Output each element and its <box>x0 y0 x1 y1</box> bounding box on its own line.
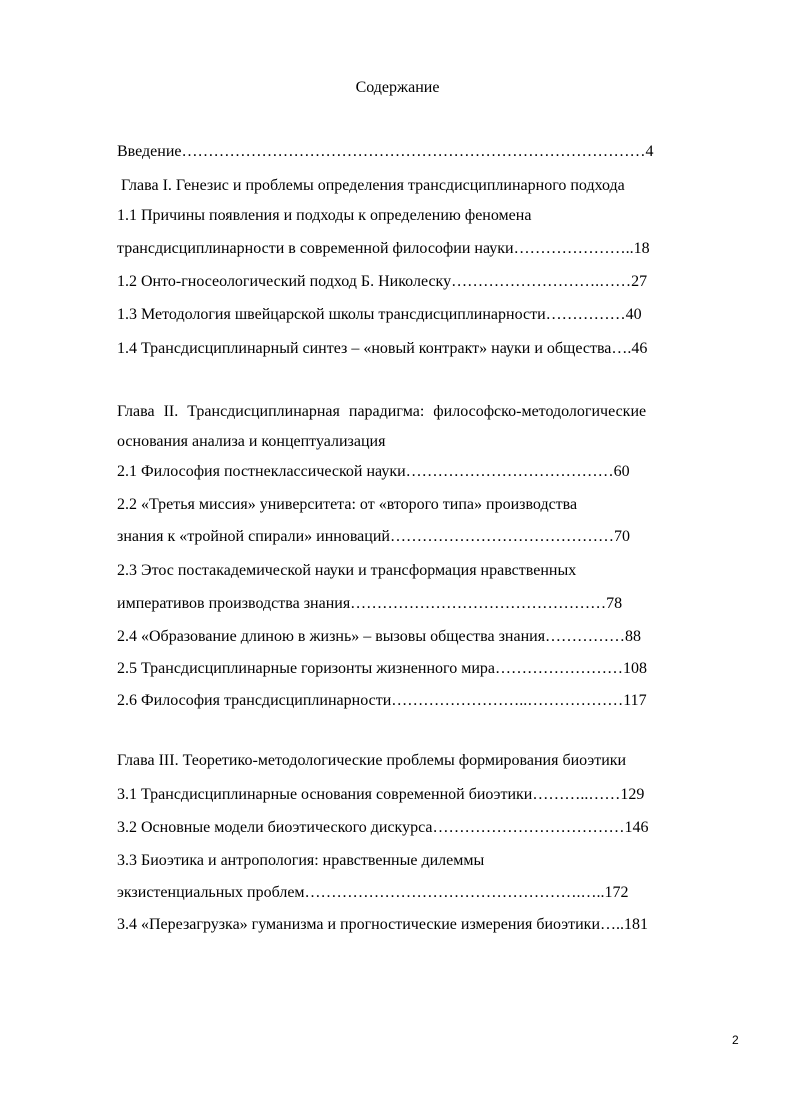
toc-chapter-1-heading: Глава I. Генезис и проблемы определения трансдисциплинарного подхода <box>121 177 625 194</box>
page-number: 2 <box>732 1033 739 1047</box>
toc-entry-2-3-line1: 2.3 Этос постакадемической науки и трансформация нравственных <box>117 562 577 579</box>
toc-entry-2-4: 2.4 «Образование длиною в жизнь» – вызовы общества знания……………88 <box>117 628 642 645</box>
toc-entry-1-3: 1.3 Методология швейцарской школы трансдисциплинарности……………40 <box>117 306 642 323</box>
toc-entry-2-5: 2.5 Трансдисциплинарные горизонты жизненного мира……………………108 <box>117 660 647 677</box>
toc-entry-intro: Введение……………………………………………………………………………4 <box>117 143 654 160</box>
toc-entry-1-2: 1.2 Онто-гносеологический подход Б. Николеску……………………….……27 <box>117 273 648 290</box>
toc-chapter-3-heading: Глава III. Теоретико-методологические проблемы формирования биоэтики <box>117 752 627 769</box>
toc-entry-3-4: 3.4 «Перезагрузка» гуманизма и прогностические измерения биоэтики…..181 <box>117 916 648 933</box>
toc-entry-3-1: 3.1 Трансдисциплинарные основания современной биоэтики………..……129 <box>117 786 645 803</box>
toc-entry-2-6: 2.6 Философия трансдисциплинарности……………………..………………117 <box>117 692 647 709</box>
toc-entry-2-2-line2: знания к «тройной спирали» инноваций……………………………………70 <box>117 528 630 545</box>
toc-chapter-2-heading-line1: Глава II. Трансдисциплинарная парадигма: философско-методологические <box>117 403 647 420</box>
page-title: Содержание <box>355 79 440 96</box>
toc-entry-2-1: 2.1 Философия постнеклассической науки…………………………………60 <box>117 463 630 480</box>
toc-entry-1-1-line1: 1.1 Причины появления и подходы к определению феномена <box>117 207 532 224</box>
toc-entry-3-3-line1: 3.3 Биоэтика и антропология: нравственные дилеммы <box>117 852 485 869</box>
toc-entry-2-2-line1: 2.2 «Третья миссия» университета: от «второго типа» производства <box>117 496 578 513</box>
toc-entry-1-4: 1.4 Трансдисциплинарный синтез – «новый контракт» науки и общества….46 <box>117 340 648 357</box>
toc-chapter-2-heading-line2: основания анализа и концептуализация <box>117 433 386 450</box>
toc-entry-3-2: 3.2 Основные модели биоэтического дискурса………………………………146 <box>117 819 649 836</box>
toc-entry-3-3-line2: экзистенциальных проблем…………………………………………….…..172 <box>117 884 629 901</box>
toc-entry-2-3-line2: императивов производства знания…………………………………………78 <box>117 595 623 612</box>
toc-entry-1-1-line2: трансдисциплинарности в современной философии науки…………………..18 <box>117 240 650 257</box>
